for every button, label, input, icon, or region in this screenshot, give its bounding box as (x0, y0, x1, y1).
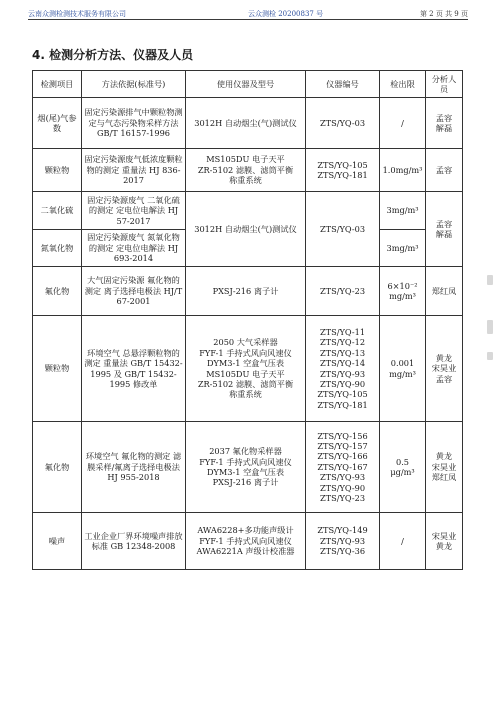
limit-cell: 3mg/m³ (380, 192, 426, 230)
method-cell: 大气固定污染源 氟化物的测定 离子选择电极法 HJ/T 67-2001 (82, 267, 186, 316)
methods-table (32, 70, 463, 570)
scan-edge-mark (487, 275, 493, 285)
method-cell: 固定污染源废气 氮氧化物的测定 定电位电解法 HJ 693-2014 (82, 230, 186, 267)
table-row (33, 422, 463, 513)
col-header: 分析人员 (426, 71, 463, 98)
analyst-cell: 宋昊业 黄龙 (426, 513, 463, 570)
instrument-cell: 2037 氟化物采样器 FYF-1 手持式风向风速仪 DYM3-1 空盒气压表 PXSJ-216 离子计 (186, 422, 306, 513)
serial-cell: ZTS/YQ-03 (306, 192, 380, 267)
method-cell: 工业企业厂界环境噪声排放标准 GB 12348-2008 (82, 513, 186, 570)
section-title: 4. 检测分析方法、仪器及人员 (32, 48, 194, 62)
scan-edge-mark (487, 352, 493, 360)
company-name: 云南众测检测技术服务有限公司 (28, 10, 126, 18)
analyst-cell: 黄龙 宋昊业 孟容 (426, 316, 463, 422)
analyst-cell: 黄龙 宋昊业 郑红凤 (426, 422, 463, 513)
report-number: 云众测检 20200837 号 (248, 10, 324, 18)
col-header: 检测项目 (33, 71, 82, 98)
item-cell: 二氧化硫 (33, 192, 82, 230)
limit-cell: 0.5 μg/m³ (380, 422, 426, 513)
table-header-row (33, 71, 463, 98)
item-cell: 烟(尾)气参数 (33, 98, 82, 149)
serial-cell: ZTS/YQ-156 ZTS/YQ-157 ZTS/YQ-166 ZTS/YQ-167 ZTS/YQ-93 ZTS/YQ-90 ZTS/YQ-23 (306, 422, 380, 513)
table-row (33, 513, 463, 570)
method-cell: 固定污染源排气中颗粒物测定与气态污染物采样方法 GB/T 16157-1996 (82, 98, 186, 149)
item-cell: 氟化物 (33, 422, 82, 513)
item-cell: 噪声 (33, 513, 82, 570)
instrument-cell: 3012H 自动烟尘(气)测试仪 (186, 192, 306, 267)
limit-cell: / (380, 513, 426, 570)
serial-cell: ZTS/YQ-149 ZTS/YQ-93 ZTS/YQ-36 (306, 513, 380, 570)
instrument-cell: PXSJ-216 离子计 (186, 267, 306, 316)
scan-edge-mark (487, 320, 493, 334)
item-cell: 氮氧化物 (33, 230, 82, 267)
limit-cell: 3mg/m³ (380, 230, 426, 267)
serial-cell: ZTS/YQ-23 (306, 267, 380, 316)
item-cell: 颗粒物 (33, 149, 82, 192)
limit-cell: 1.0mg/m³ (380, 149, 426, 192)
table-row (33, 316, 463, 422)
header-divider (28, 19, 468, 20)
table-row (33, 149, 463, 192)
item-cell: 颗粒物 (33, 316, 82, 422)
serial-cell: ZTS/YQ-03 (306, 98, 380, 149)
method-cell: 固定污染源废气低浓度颗粒物的测定 重量法 HJ 836-2017 (82, 149, 186, 192)
col-header: 仪器编号 (306, 71, 380, 98)
col-header: 方法依据(标准号) (82, 71, 186, 98)
method-cell: 环境空气 总悬浮颗粒物的测定 重量法 GB/T 15432-1995 及 GB/T 15432-1995 修改单 (82, 316, 186, 422)
page-number: 第 2 页 共 9 页 (419, 10, 468, 18)
method-cell: 环境空气 氟化物的测定 滤膜采样/氟离子选择电极法 HJ 955-2018 (82, 422, 186, 513)
limit-cell: 0.001 mg/m³ (380, 316, 426, 422)
instrument-cell: 2050 大气采样器 FYF-1 手持式风向风速仪 DYM3-1 空盒气压表 MS105DU 电子天平 ZR-5102 滤膜、滤筒平衡 称重系统 (186, 316, 306, 422)
analyst-cell: 孟容 解磊 (426, 192, 463, 267)
serial-cell: ZTS/YQ-11 ZTS/YQ-12 ZTS/YQ-13 ZTS/YQ-14 ZTS/YQ-93 ZTS/YQ-90 ZTS/YQ-105 ZTS/YQ-181 (306, 316, 380, 422)
table-row (33, 98, 463, 149)
table-row (33, 267, 463, 316)
limit-cell: / (380, 98, 426, 149)
col-header: 检出限 (380, 71, 426, 98)
analyst-cell: 孟容 解磊 (426, 98, 463, 149)
serial-cell: ZTS/YQ-105 ZTS/YQ-181 (306, 149, 380, 192)
analyst-cell: 郑红凤 (426, 267, 463, 316)
instrument-cell: AWA6228+多功能声级计 FYF-1 手持式风向风速仪 AWA6221A 声级计校准器 (186, 513, 306, 570)
table-row (33, 192, 463, 230)
col-header: 使用仪器及型号 (186, 71, 306, 98)
analyst-cell: 孟容 (426, 149, 463, 192)
item-cell: 氟化物 (33, 267, 82, 316)
instrument-cell: 3012H 自动烟尘(气)测试仪 (186, 98, 306, 149)
method-cell: 固定污染源废气 二氧化硫的测定 定电位电解法 HJ 57-2017 (82, 192, 186, 230)
instrument-cell: MS105DU 电子天平 ZR-5102 滤膜、滤筒平衡 称重系统 (186, 149, 306, 192)
limit-cell: 6×10⁻² mg/m³ (380, 267, 426, 316)
